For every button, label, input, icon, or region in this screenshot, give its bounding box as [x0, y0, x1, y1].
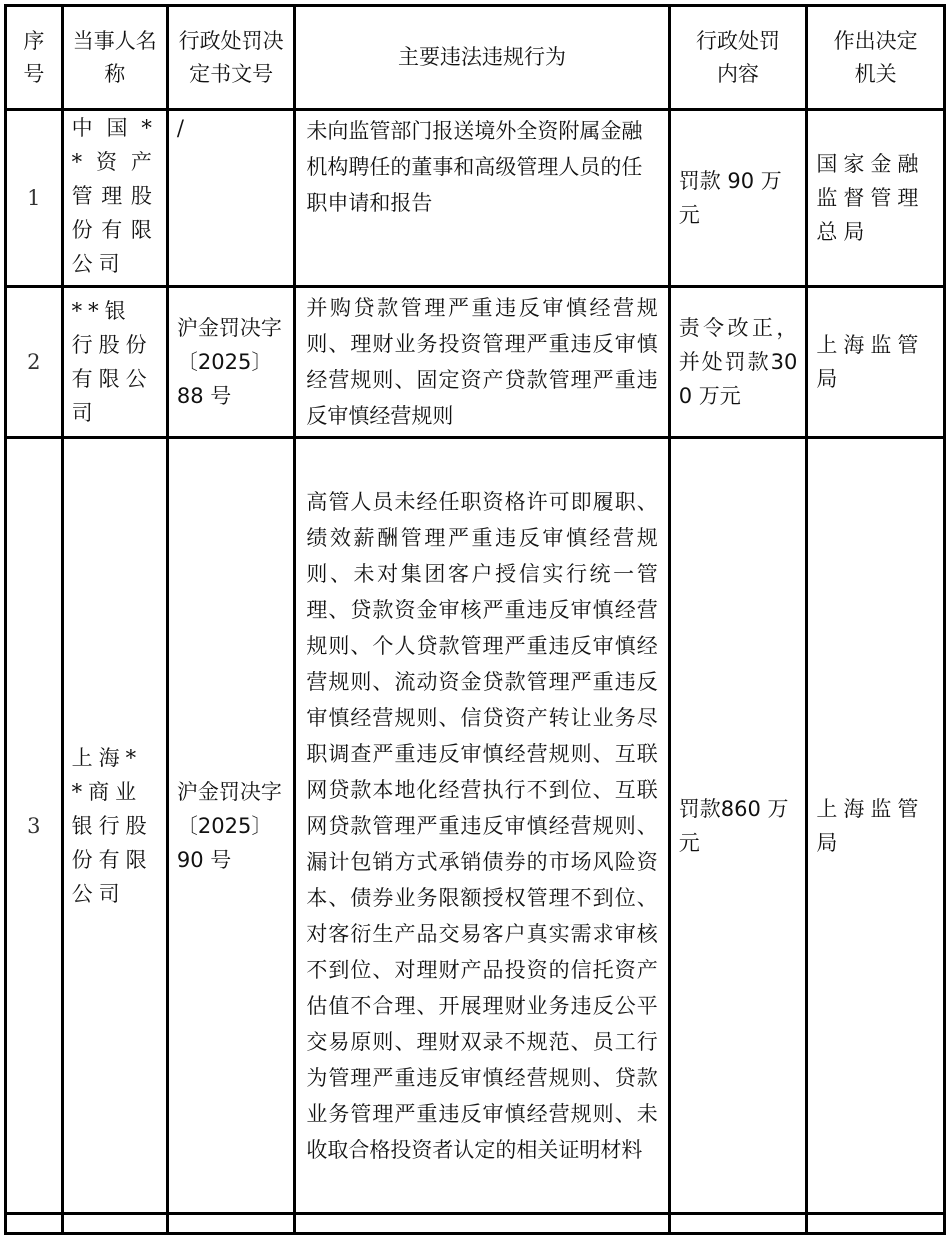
- violation-description: 高管人员未经任职资格许可即履职、绩效薪酬管理严重违反审慎经营规则、未对集团客户授信实行统一管理、贷款资金审核严重违反审慎经营规则、个人贷款管理严重违反审慎经营规则、流动资金贷款管理严重违反审慎经营规则、信贷资产转让业务尽职调查严重违反审慎经营规则、互联网贷款本地化经营执行不到位、互联网贷款管理严重违反审慎经营规则、漏计包销方式承销债券的市场风险资本、债券业务限额授权管理不到位、对客衍生产品交易客户真实需求审核不到位、对理财产品投资的信托资产估值不合理、开展理财业务违反公平交易原则、理财双录不规范、员工行为管理严重违反审慎经营规则、贷款业务管理严重违反审慎经营规则、未收取合格投资者认定的相关证明材料: [295, 438, 669, 1214]
- header-index: 序号: [6, 6, 63, 110]
- row-index: 3: [6, 438, 63, 1214]
- decision-authority: 国家金融监督管理总局: [807, 110, 945, 287]
- header-authority: 作出决定机关: [807, 6, 945, 110]
- table-row: [6, 110, 945, 287]
- empty-cell: [167, 1214, 294, 1234]
- header-party: 当事人名称: [62, 6, 167, 110]
- penalty-content: 罚款 90 万元: [669, 110, 807, 287]
- empty-cell: [62, 1214, 167, 1234]
- violation-description: 未向监管部门报送境外全资附属金融机构聘任的董事和高级管理人员的任职申请和报告: [295, 110, 669, 287]
- table-row-continued: [6, 1214, 945, 1234]
- party-name: 上海**商业银行股份有限公司: [62, 438, 167, 1214]
- decision-authority: 上海监管局: [807, 287, 945, 438]
- violation-description: 并购贷款管理严重违反审慎经营规则、理财业务投资管理严重违反审慎经营规则、固定资产贷款管理严重违反审慎经营规则: [295, 287, 669, 438]
- party-name: 中国**资产管理股份有限公司: [62, 110, 167, 287]
- row-index: 2: [6, 287, 63, 438]
- penalty-content: 罚款860 万元: [669, 438, 807, 1214]
- penalty-table: [4, 4, 946, 1235]
- decision-doc-no: /: [167, 110, 294, 287]
- empty-cell: [669, 1214, 807, 1234]
- party-name: **银行股份有限公司: [62, 287, 167, 438]
- header-doc-no: 行政处罚决定书文号: [167, 6, 294, 110]
- row-index: 1: [6, 110, 63, 287]
- header-penalty: 行政处罚内容: [669, 6, 807, 110]
- decision-authority: 上海监管局: [807, 438, 945, 1214]
- decision-doc-no: 沪金罚决字〔2025〕88 号: [167, 287, 294, 438]
- empty-cell: [6, 1214, 63, 1234]
- header-row: [6, 6, 945, 110]
- empty-cell: [295, 1214, 669, 1234]
- header-violation: 主要违法违规行为: [295, 6, 669, 110]
- table-row: [6, 287, 945, 438]
- penalty-content: 责令改正，并处罚款300 万元: [669, 287, 807, 438]
- empty-cell: [807, 1214, 945, 1234]
- decision-doc-no: 沪金罚决字〔2025〕90 号: [167, 438, 294, 1214]
- table-row: [6, 438, 945, 1214]
